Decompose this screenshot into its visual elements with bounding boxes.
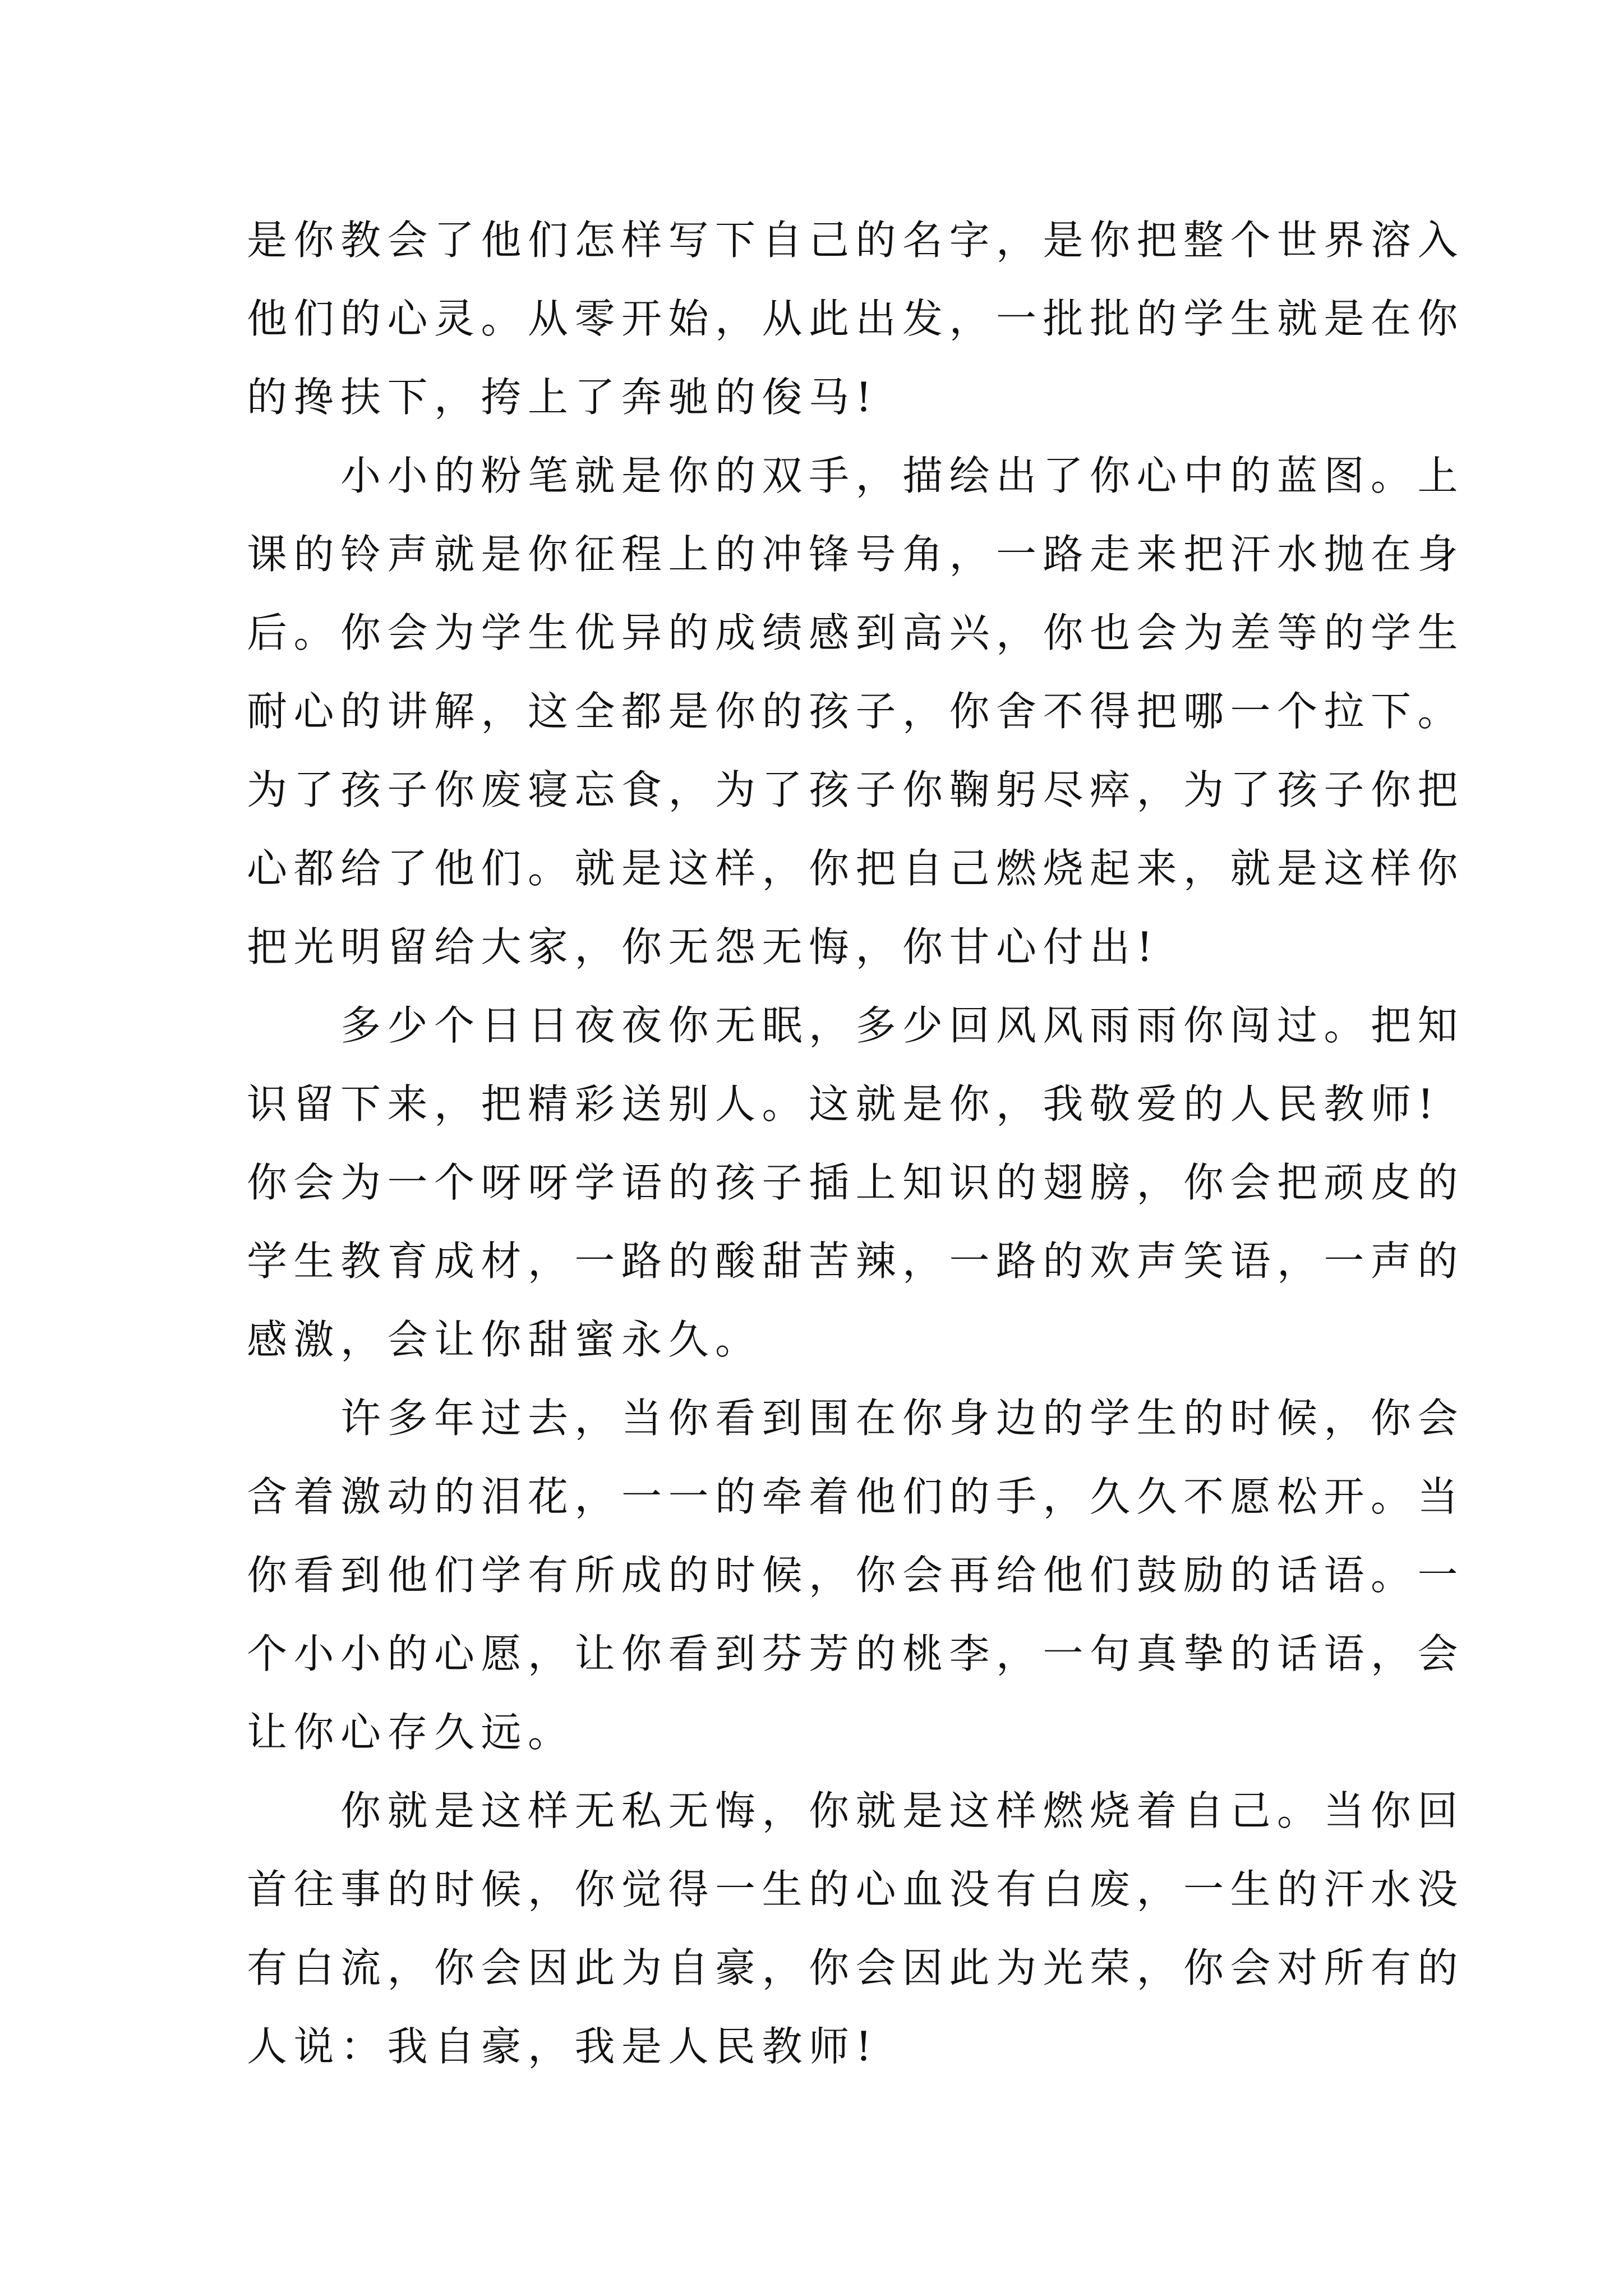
text-line: 让你心存久远。 (247, 1709, 575, 1756)
paragraph-5 (247, 1772, 1465, 2086)
paragraph-1 (247, 201, 1465, 436)
document-body (247, 201, 1465, 2086)
text-line: 课的铃声就是你征程上的冲锋号角，一路走来把汗水抛在身 (247, 531, 1465, 578)
text-line: 你会为一个呀呀学语的孩子插上知识的翅膀，你会把顽皮的 (247, 1159, 1465, 1206)
text-line: 含着激动的泪花，一一的牵着他们的手，久久不愿松开。当 (247, 1473, 1465, 1520)
text-line: 多少个日日夜夜你无眠，多少回风风雨雨你闯过。把知 (340, 1002, 1465, 1049)
text-line: 心都给了他们。就是这样，你把自己燃烧起来，就是这样你 (247, 845, 1465, 892)
text-line: 人说：我自豪，我是人民教师! (247, 2023, 878, 2070)
text-line: 识留下来，把精彩送别人。这就是你，我敬爱的人民教师! (247, 1080, 1440, 1128)
text-line: 为了孩子你废寝忘食，为了孩子你鞠躬尽瘁，为了孩子你把 (247, 766, 1465, 813)
text-line: 把光明留给大家，你无怨无悔，你甘心付出! (247, 923, 1159, 970)
text-line: 的搀扶下，挎上了奔驰的俊马! (247, 374, 878, 421)
text-line: 你就是这样无私无悔，你就是这样燃烧着自己。当你回 (340, 1787, 1465, 1834)
text-line: 小小的粉笔就是你的双手，描绘出了你心中的蓝图。上 (340, 452, 1465, 499)
text-line: 许多年过去，当你看到围在你身边的学生的时候，你会 (340, 1395, 1465, 1442)
text-line: 个小小的心愿，让你看到芬芳的桃李，一句真挚的话语，会 (247, 1630, 1465, 1677)
text-line: 首往事的时候，你觉得一生的心血没有白废，一生的汗水没 (247, 1866, 1465, 1913)
paragraph-2 (247, 436, 1465, 986)
paragraph-4 (247, 1379, 1465, 1772)
text-line: 感激，会让你甜蜜永久。 (247, 1316, 762, 1363)
text-line: 后。你会为学生优异的成绩感到高兴，你也会为差等的学生 (247, 609, 1465, 656)
text-line: 学生教育成材，一路的酸甜苦辣，一路的欢声笑语，一声的 (247, 1237, 1465, 1285)
text-line: 你看到他们学有所成的时候，你会再给他们鼓励的话语。一 (247, 1552, 1465, 1599)
text-line: 有白流，你会因此为自豪，你会因此为光荣，你会对所有的 (247, 1944, 1465, 1991)
text-line: 他们的心灵。从零开始，从此出发，一批批的学生就是在你 (247, 295, 1465, 342)
text-line: 是你教会了他们怎样写下自己的名字，是你把整个世界溶入 (247, 217, 1465, 264)
paragraph-3 (247, 986, 1465, 1379)
text-line: 耐心的讲解，这全都是你的孩子，你舍不得把哪一个拉下。 (247, 688, 1465, 735)
